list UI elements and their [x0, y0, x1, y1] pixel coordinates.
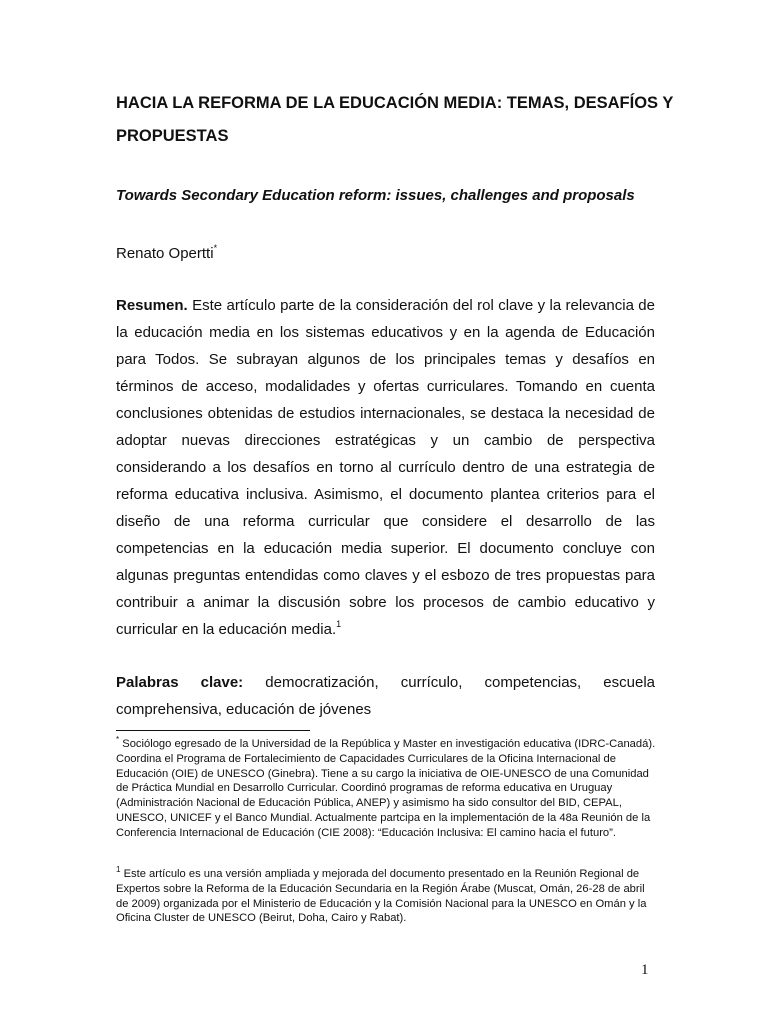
page-title: HACIA LA REFORMA DE LA EDUCACIÓN MEDIA: TEMAS, DESAFÍOS Y PROPUESTAS	[116, 94, 674, 145]
page-number: 1	[641, 962, 649, 978]
keywords-line	[116, 669, 655, 696]
english-subtitle: Towards Secondary Education reform: issues, challenges and proposals	[116, 187, 635, 204]
keywords-continuation: comprehensiva, educación de jóvenes	[116, 701, 372, 718]
author-line	[116, 241, 217, 267]
footnote-text: Este artículo es una versión ampliada y mejorada del documento presentado en la Reunión Regional de Expertos sobre la Reforma de la Educación Secundaria en la Región Árabe (Muscat, Omán, 26-28 de abril de 2009) organizada por el Ministerio de Educación y la Comisión Nacional para la UNESCO en Omán y la Oficina Cluster de UNESCO (Beirut, Doha, Cairo y Rabat).	[116, 868, 647, 925]
abstract-paragraph	[116, 292, 655, 643]
keywords-label: Palabras clave:	[116, 674, 244, 691]
footnote-separator	[116, 730, 310, 731]
abstract-text: Este artículo parte de la consideración del rol clave y la relevancia de la educación media en los sistemas educativos y en la agenda de Educación para Todos. Se subrayan algunos de los principales temas y desafíos en términos de acceso, modalidades y ofertas curriculares. Tomando en cuenta conclusiones obtenidas de estudios internacionales, se destaca la necesidad de adoptar nuevas direcciones estratégicas y un cambio de perspectiva considerando a los desafíos en torno al currículo dentro de una estrategia de reforma educativa inclusiva. Asimismo, el documento plantea criterios para el diseño de una reforma curricular que considere el desarrollo de las competencias en la educación media superior. El documento concluye con algunas preguntas entendidas como claves y el esbozo de tres propuestas para contribuir a animar la discusión sobre los procesos de cambio educativo y curricular en la educación media.	[116, 297, 655, 638]
abstract-footnote-marker[interactable]: 1	[336, 619, 342, 629]
footnote-author	[116, 737, 658, 841]
abstract-label: Resumen.	[116, 297, 188, 314]
footnote-marker: 1	[116, 865, 121, 874]
author-footnote-marker[interactable]: *	[213, 243, 218, 253]
footnote-source	[116, 867, 658, 926]
footnote-marker: *	[116, 735, 120, 744]
author-name: Renato Opertti	[116, 245, 214, 262]
keywords-list-1: democratización, currículo, competencias, escuela	[265, 674, 656, 691]
footnote-text: Sociólogo egresado de la Universidad de la República y Master en investigación educativa (IDRC-Canadá). Coordina el Programa de Fortalecimiento de Capacidades Curriculares de la Oficina Internacional de Educación (OIE) de UNESCO (Ginebra). Tiene a su cargo la iniciativa de OIE-UNESCO de una Comunidad de Práctica Mundial en Desarrollo Curricular. Coordinó programas de reforma educativa en Uruguay (Administración Nacional de Educación Pública, ANEP) y asimismo ha sido consultor del BID, CEPAL, UNESCO, UNICEF y el Banco Mundial. Actualmente partcipa en la implementación de la 48a Reunión de la Conferencia Internacional de Educación (CIE 2008): “Educación Inclusiva: El camino hacia el futuro”.	[116, 738, 656, 839]
